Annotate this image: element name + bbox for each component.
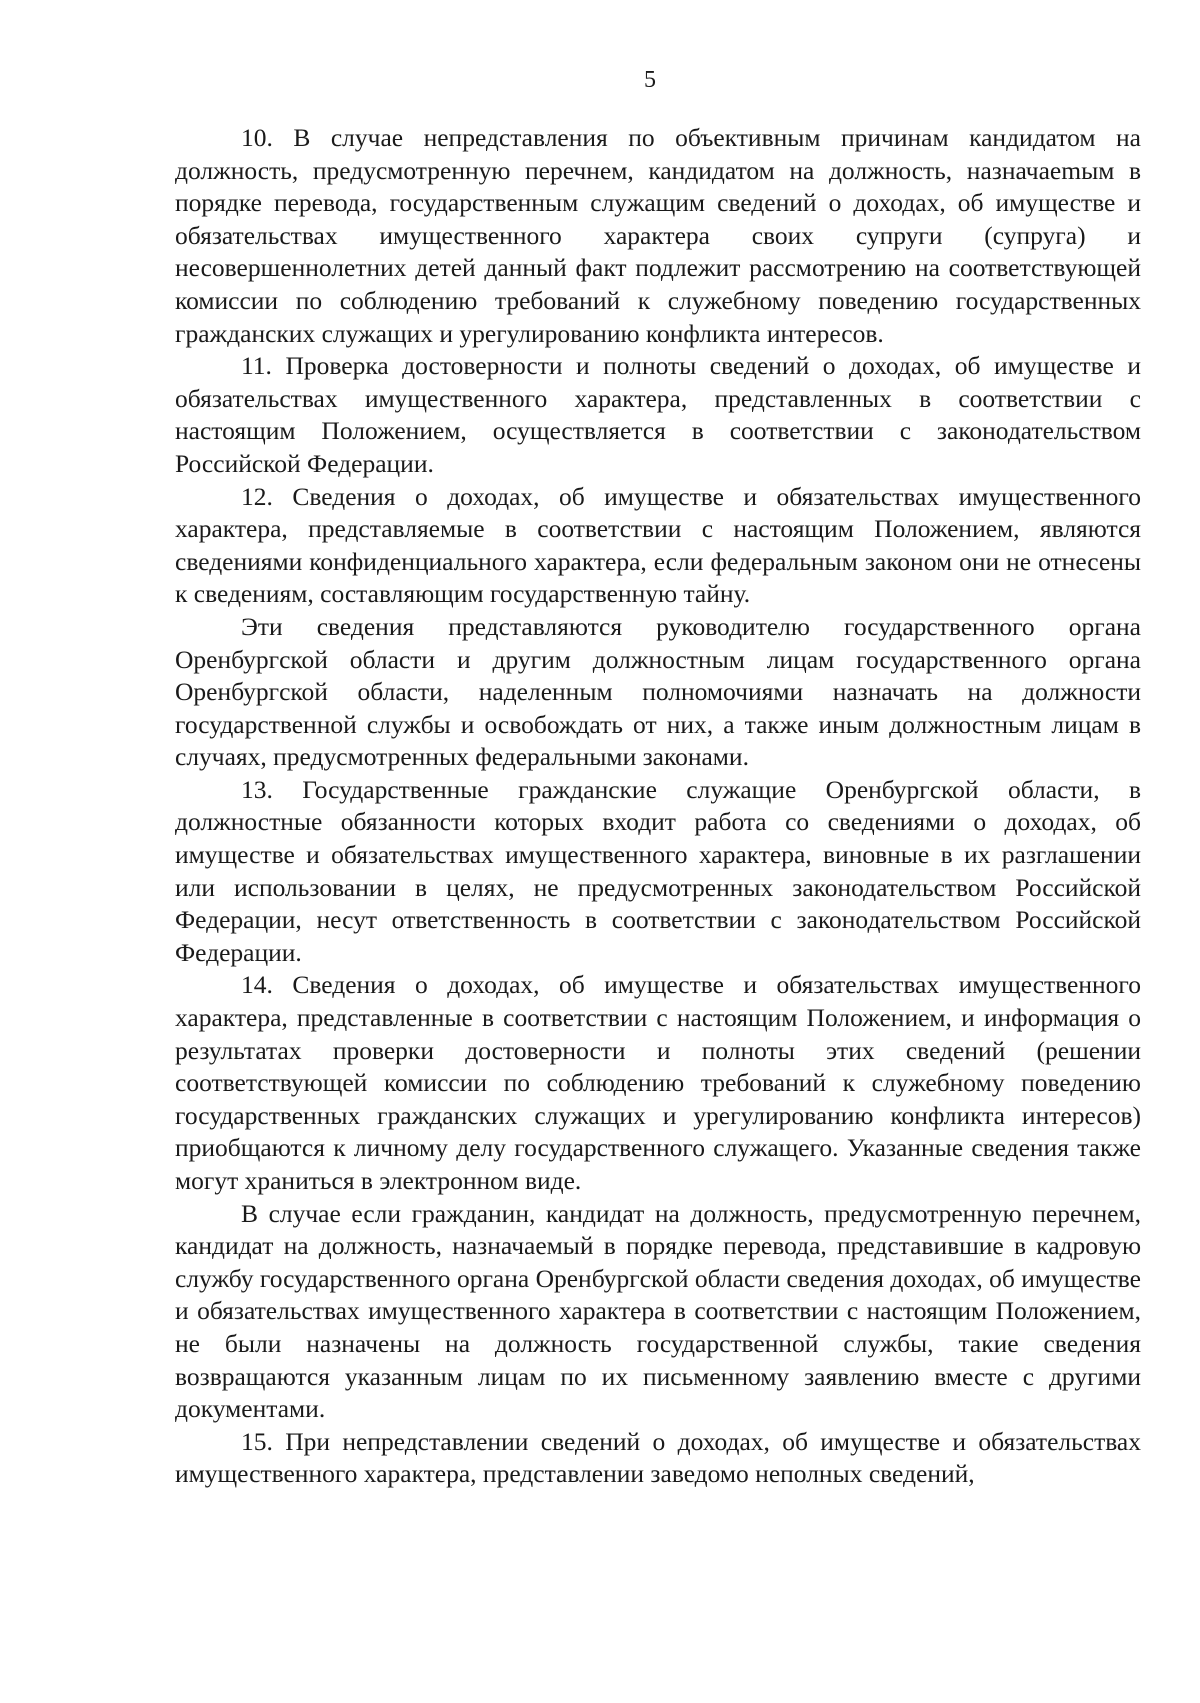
paragraph-item-12: 12. Сведения о доходах, об имуществе и обязательствах имущественного характера, представляемые в соответствии с настоящим Положением, являются сведениями конфиденциального характера, если федеральным законом они не отнесены к сведениям, составляющим государственную тайну. xyxy=(175,481,1141,609)
paragraph-item-11: 11. Проверка достоверности и полноты сведений о доходах, об имуществе и обязательствах имущественного характера, представленных в соответствии с настоящим Положением, осуществляется в соответствии с законодательством Российской Федерации. xyxy=(175,351,1141,478)
paragraph-item-10: 10. В случае непредставления по объективным причинам кандидатом на должность, предусмотренную перечнем, кандидатом на должность, назначаеmым в порядке перевода, государственным служащим сведений о доходах, об имуществе и обязательствах имущественного характера своих супруги (супруга) и несовершеннолетних детей данный факт подлежит рассмотрению на соответствующей комиссии по соблюдению требований к служебному поведению государственных гражданских служащих и урегулированию конфликта интересов. xyxy=(175,123,1141,348)
page-number: 5 xyxy=(644,67,656,93)
paragraph-item-15: 15. При непредставлении сведений о доходах, об имуществе и обязательствах имущественного характера, представлении заведомо неполных сведений, xyxy=(175,1426,1141,1489)
document-body xyxy=(175,122,1141,1491)
paragraph-item-13: 13. Государственные гражданские служащие Оренбургской области, в должностные обязанности которых входит работа со сведениями о доходах, об имуществе и обязательствах имущественного характера, виновные в их разглашении или использовании в целях, не предусмотренных законодательством Российской Федерации, несут ответственность в соответствии с законодательством Российской Федерации. xyxy=(175,774,1141,967)
paragraph-item-12-continued: Эти сведения представляются руководителю государственного органа Оренбургской области и другим должностным лицам государственного органа Оренбургской области, наделенным полномочиями назначать на должности государственной службы и освобождать от них, а также иным должностным лицам в случаях, предусмотренных федеральными законами. xyxy=(175,611,1141,772)
paragraph-item-14: 14. Сведения о доходах, об имуществе и обязательствах имущественного характера, представленные в соответствии с настоящим Положением, и информация о результатах проверки достоверности и полноты этих сведений (решении соответствующей комиссии по соблюдению требований к служебному поведению государственных гражданских служащих и урегулированию конфликта интересов) приобщаются к личному делу государственного служащего. Указанные сведения также могут храниться в электронном виде. xyxy=(175,970,1141,1195)
paragraph-item-14-continued: В случае если гражданин, кандидат на должность, предусмотренную перечнем, кандидат на должность, назначаемый в порядке перевода, представившие в кадровую службу государственного органа Оренбургской области сведения доходах, об имуществе и обязательствах имущественного характера в соответствии с настоящим Положением, не были назначены на должность государственной службы, такие сведения возвращаются указанным лицам по их письменному заявлению вместе с другими документами. xyxy=(175,1198,1141,1424)
